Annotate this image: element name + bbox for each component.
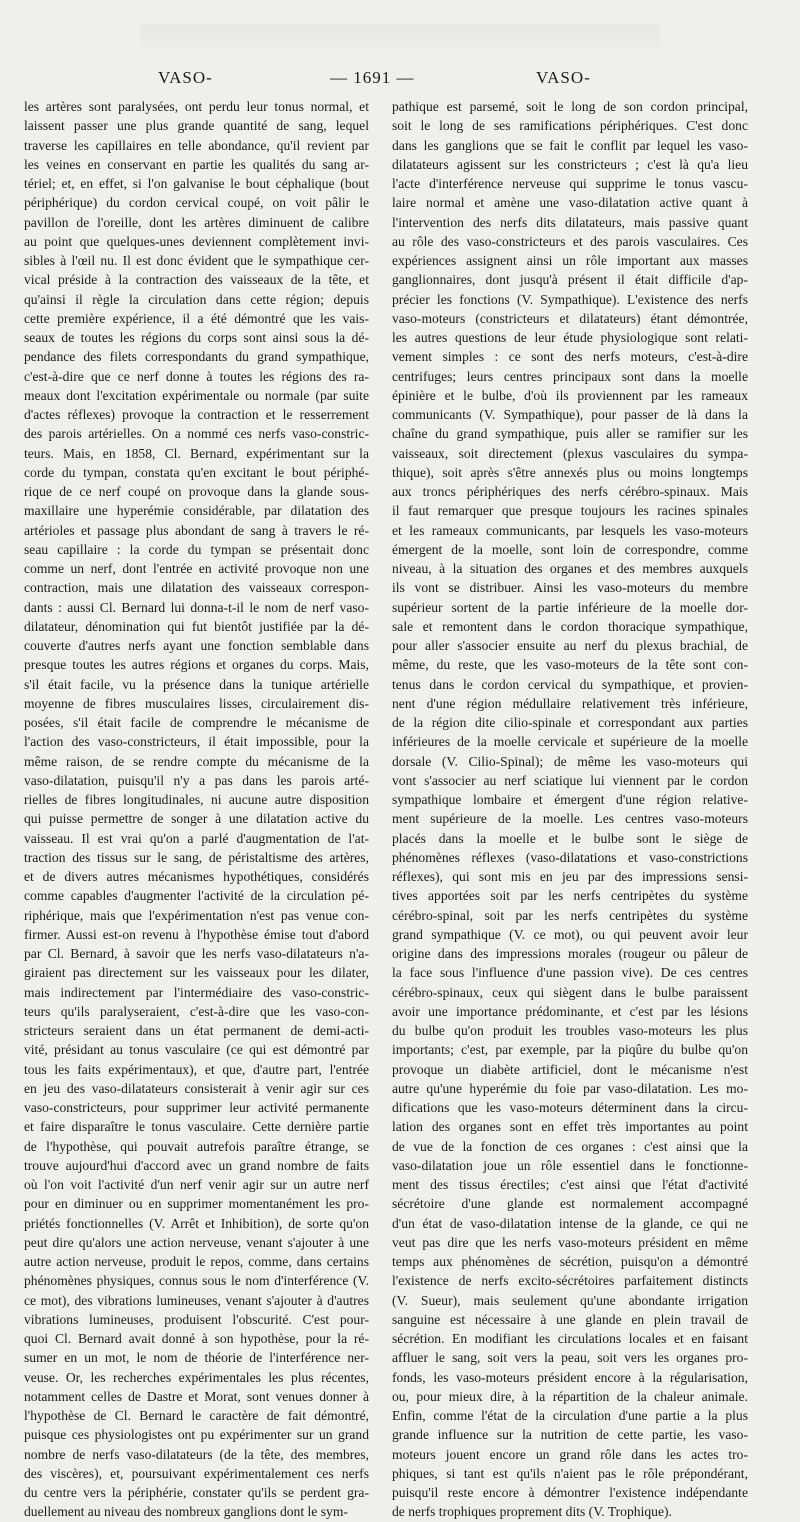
text-line: vement simples : ce sont des nerfs moteurs, c'est-à-dire xyxy=(392,349,748,365)
text-line: puisqu'il reste encore à démontrer l'existence indépendante xyxy=(392,1485,748,1500)
text-line: vaisseaux, soit directement (plexus vasculaires du sympa- xyxy=(392,445,748,461)
text-line: moyenne de fibres musculaires lisses, circulairement dis- xyxy=(24,695,369,711)
text-line: de vue de la fonction de ces organes : c'est ainsi que la xyxy=(392,1138,748,1154)
text-line: notamment celles de Dastre et Morat, sont venues donner à xyxy=(24,1388,369,1404)
text-line: ou, pour mieux dire, à la répartition de la chaleur animale. xyxy=(392,1388,748,1404)
text-line: rique de ce nerf coupé on provoque dans la glande sous- xyxy=(24,484,369,499)
text-line: et faire disparaître le tonus vasculaire. Cette dernière partie xyxy=(24,1119,369,1135)
text-line: tenus dans le cordon cervical du sympathique, et provien- xyxy=(392,676,748,692)
text-line: pour en diminuer ou en supprimer momentanément les pro- xyxy=(24,1196,369,1212)
text-line: dants : aussi Cl. Bernard lui donna-t-il le nom de nerf vaso- xyxy=(24,599,369,615)
right-column xyxy=(392,97,748,1522)
text-line: pavillon de l'oreille, dont les artères diminuent de calibre xyxy=(24,214,369,230)
text-line: sanguine est nécessaire à une glande en plein travail de xyxy=(392,1311,748,1327)
text-line: vical préside à la contraction des vaisseaux de la tête, et xyxy=(24,272,369,288)
text-line: même, du reste, que les vaso-moteurs de la tête sont con- xyxy=(392,657,748,673)
text-line: autre action nerveuse, produit le repos, comme, dans certains xyxy=(24,1254,369,1269)
text-line: vaso-dilatation, puisqu'il n'y a pas dans les parois arté- xyxy=(24,772,369,788)
text-line: ils vont se distribuer. Ainsi les vaso-moteurs du membre xyxy=(392,580,748,596)
text-line: teurs. Mais, en 1858, Cl. Bernard, expérimentant sur la xyxy=(24,445,369,461)
text-line: de l'hypothèse, qui pouvait autrefois paraître étrange, se xyxy=(24,1138,369,1154)
text-line: ment des tissus érectiles; c'est ainsi que l'état d'activité xyxy=(392,1177,748,1192)
bleed-through-header xyxy=(140,24,660,58)
text-line: sumer en un mot, le nom de théorie de l'interférence ner- xyxy=(24,1350,369,1366)
text-line: teurs qu'ils paralyseraient, c'est-à-dire que les vaso-con- xyxy=(24,1003,369,1019)
text-line: placés dans la moelle et le bulbe sont le siège de xyxy=(392,830,748,846)
text-line: autre qu'une hyperémie du foie par vaso-dilatation. Les mo- xyxy=(392,1080,748,1096)
text-line: des viscères), et, poursuivant expérimentalement ces nerfs xyxy=(24,1465,369,1481)
text-line: riphérique, mais que l'expérimentation n'est pas venue con- xyxy=(24,907,369,923)
text-line: priétés fonctionnelles (V. Arrêt et Inhibition), de sorte qu'on xyxy=(24,1215,369,1231)
text-line: meaux dont l'excitation expérimentale ou normale (par suite xyxy=(24,387,369,403)
text-line: quoi Cl. Bernard avait donné à son hypothèse, pour la ré- xyxy=(24,1331,369,1346)
text-line: périphérique) du cordon cervical coupé, on voit pâlir le xyxy=(24,195,369,211)
header-left-keyword: VASO- xyxy=(158,68,213,87)
text-line: puisque ces physiologistes ont pu expérimenter sur un grand xyxy=(24,1427,369,1443)
text-line: pathique est parsemé, soit le long de son cordon principal, xyxy=(392,99,748,114)
text-line: vaso-constricteurs, pour supprimer leur activité permanente xyxy=(24,1100,369,1115)
text-line: l'acte d'interférence nerveuse qui supprime le tonus vascu- xyxy=(392,176,748,191)
text-line: giraient pas directement sur les vaisseaux pour les dilater, xyxy=(24,965,369,981)
text-line: inférieures de la moelle cervicale et supérieure de la moelle xyxy=(392,734,748,750)
text-line: presque toutes les autres régions et organes du corps. Mais, xyxy=(24,657,369,673)
text-line: maxillaire une hyperémie considérable, par dilatation des xyxy=(24,503,369,519)
text-line: précier les fonctions (V. Sympathique). L'existence des nerfs xyxy=(392,291,748,307)
text-line: duellement au niveau des nombreux ganglions dont le sym- xyxy=(24,1504,348,1520)
text-line: ce mot), des vibrations lumineuses, venant s'ajouter à d'autres xyxy=(24,1292,369,1308)
text-line: ment supérieure de la moelle. Les centres vaso-moteurs xyxy=(392,811,748,827)
text-line: il faut remarquer que presque toujours les racines spinales xyxy=(392,503,748,519)
text-line: par Cl. Bernard, à savoir que les nerfs vaso-dilatateurs n'a- xyxy=(24,946,369,961)
text-line: mais indirectement par l'intermédiaire des vaso-constric- xyxy=(24,984,369,1000)
text-line: laire normal et amène une vaso-dilatation active quant à xyxy=(392,195,748,211)
text-line: cérébro-spinaux, ceux qui siègent dans le bulbe paraissent xyxy=(392,984,748,1000)
text-line: origine dans des impressions morales (rougeur ou pâleur de xyxy=(392,946,748,961)
text-line: où l'on voit l'activité d'un nerf venir agir sur un autre nerf xyxy=(24,1177,369,1192)
text-line: des parois artérielles. On a nommé ces nerfs vaso-constric- xyxy=(24,426,369,442)
text-line: fonds, les vaso-moteurs président encore à la régularisation, xyxy=(392,1369,748,1385)
text-line: dilatateurs agissent sur les constricteurs ; c'est là qu'a lieu xyxy=(392,156,748,172)
page-number: — 1691 — xyxy=(330,68,415,87)
text-line: nombre de nerfs vaso-dilatateurs (de la tête, des membres, xyxy=(24,1446,369,1462)
text-line: vaso-moteurs (constricteurs et dilatateurs) étant démontrée, xyxy=(392,310,748,326)
text-line: les veines en conservant en partie les qualités du sang ar- xyxy=(24,156,369,172)
text-line: Enfin, comme l'état de la circulation d'une partie a la plus xyxy=(392,1408,748,1423)
header-right-keyword: VASO- xyxy=(536,68,591,87)
text-line: veuse. Or, les recherches expérimentales les plus récentes, xyxy=(24,1369,369,1385)
text-line: avoir une importance prédominante, et c'est par les lésions xyxy=(392,1003,748,1019)
text-line: centrifuges; leurs centres principaux sont dans la moelle xyxy=(392,368,748,384)
text-line: traverse les capillaires en telle abondance, qu'il revient par xyxy=(24,137,369,153)
text-line: tériel; et, en effet, si l'on galvanise le bout céphalique (bout xyxy=(24,176,369,191)
text-line: niveau, à la situation des organes et des membres auxquels xyxy=(392,561,748,576)
text-line: provoque un diabète artificiel, dont le mécanisme n'est xyxy=(392,1061,748,1077)
text-line: l'hypothèse de Cl. Bernard le caractère de fait démontré, xyxy=(24,1408,369,1423)
text-line: au rôle des vaso-constricteurs et des parois vasculaires. Ces xyxy=(392,233,748,249)
text-line: au point que quelques-unes deviennent complètement invi- xyxy=(24,233,369,249)
text-line: comme un nerf, dont l'entrée en activité provoque non une xyxy=(24,561,369,576)
text-line: la face sous l'influence d'une passion vive). De ces centres xyxy=(392,965,748,981)
text-line: tives apportées soit par les nerfs centripètes du système xyxy=(392,888,748,904)
text-line: sale et remontent dans le cordon thoracique sympathique, xyxy=(392,618,748,634)
text-line: sibles à l'œil nu. Il est donc évident que le sympathique cer- xyxy=(24,253,369,268)
text-line: d'un état de vaso-dilatation intense de la glande, ce qui ne xyxy=(392,1215,748,1231)
text-line: seaux de toutes les régions du corps sont ainsi sous la dé- xyxy=(24,330,369,345)
text-line: communicants (V. Sympathique), pour passer de là dans la xyxy=(392,407,748,422)
text-line: veut pas dire que les nerfs vaso-moteurs président en même xyxy=(392,1234,748,1250)
text-line: thique), soit après s'être annexés plus ou moins longtemps xyxy=(392,464,748,480)
text-line: vaso-dilatation joue un rôle essentiel dans le fonctionne- xyxy=(392,1157,748,1173)
text-line: vont s'associer au nerf sciatique lui viennent par le cordon xyxy=(392,772,748,788)
text-line: sécrétion. En modifiant les circulations locales et en faisant xyxy=(392,1331,748,1346)
text-line: comme capables d'augmenter l'activité de la circulation pé- xyxy=(24,888,369,904)
text-line: l'intervention des nerfs dits dilatateurs, mais passive quant xyxy=(392,214,748,230)
text-line: artérioles et passage plus abondant de sang à travers le ré- xyxy=(24,522,369,538)
text-line: laissent passer une plus grande quantité de sang, lequel xyxy=(24,118,369,134)
text-line: temps aux phénomènes de sécrétion, puisqu'on a démontré xyxy=(392,1254,748,1269)
text-line: phénomènes réflexes (vaso-dilatations et vaso-constrictions xyxy=(392,849,748,865)
text-line: s'il était facile, vu la présence dans la tunique artérielle xyxy=(24,676,369,692)
text-line: même raison, de se rendre compte du mécanisme de la xyxy=(24,753,369,769)
text-line: dorsale (V. Cilio-Spinal); de même les vaso-moteurs qui xyxy=(392,753,748,769)
text-line: soit le long de ses ramifications périphériques. C'est donc xyxy=(392,118,748,134)
text-line: sécrétoire d'une glande est normalement accompagné xyxy=(392,1196,748,1212)
text-line: qui puisse permettre de songer à une dilatation active du xyxy=(24,811,369,827)
text-line: réflexes), qui sont mis en jeu par des impressions sensi- xyxy=(392,869,748,884)
running-header xyxy=(0,64,800,96)
text-line: vibrations lumineuses, produisent l'obscurité. C'est pour- xyxy=(24,1311,369,1327)
text-line: posées, s'il était facile de comprendre le mécanisme de xyxy=(24,715,369,730)
text-line: peut dire qu'alors une action nerveuse, venant s'ajouter à une xyxy=(24,1234,369,1250)
text-line: expériences assignent ainsi un rôle important aux masses xyxy=(392,253,748,268)
text-line: phiques, si tant est qu'ils n'aient pas le rôle prépondérant, xyxy=(392,1465,748,1481)
text-line: les autres questions de leur étude physiologique sont relati- xyxy=(392,330,748,345)
text-line: corde du tympan, constata qu'en excitant le bout périphé- xyxy=(24,464,369,480)
text-line: émergent de la moelle, sont loin de correspondre, comme xyxy=(392,541,748,557)
left-column xyxy=(24,97,369,1522)
text-line: du centre vers la périphérie, constater qu'ils se perdent gra- xyxy=(24,1485,369,1500)
text-line: cette première expérience, il a été démontré que les vais- xyxy=(24,310,369,326)
text-line: épinière et le bulbe, d'où ils proviennent par les rameaux xyxy=(392,387,748,403)
text-line: firmer. Aussi est-on revenu à l'hypothèse émise tout d'abord xyxy=(24,926,369,942)
text-line: cérébro-spinal, soit par les nerfs centripètes du système xyxy=(392,907,748,923)
text-line: lation des organes sont en effet très importantes au point xyxy=(392,1119,748,1135)
text-line: l'existence de nerfs excito-sécrétoires parfaitement distincts xyxy=(392,1273,748,1289)
text-line: grand sympathique (V. ce mot), ou qui peuvent avoir leur xyxy=(392,926,748,942)
text-line: aux troncs périphériques des nerfs cérébro-spinaux. Mais xyxy=(392,484,748,499)
text-line: sympathique lombaire et émergent d'une région relative- xyxy=(392,792,748,807)
text-line: affluer le sang, soit vers la peau, soit vers les organes pro- xyxy=(392,1350,748,1366)
text-line: l'action des vaso-constricteurs, il était impossible, pour la xyxy=(24,734,369,750)
text-line: de la région dite cilio-spinale et correspondant aux parties xyxy=(392,715,748,730)
text-line: c'est-à-dire que ce nerf donne à toutes les régions des ra- xyxy=(24,368,369,384)
text-line: supérieur sortent de la partie inférieure de la moelle dor- xyxy=(392,599,748,615)
text-line: moteurs jouent encore un grand rôle dans les actes tro- xyxy=(392,1446,748,1462)
text-line: dilatateur, dénomination qui fut bientôt justifiée par la dé- xyxy=(24,618,369,634)
text-line: importants; c'est, par exemple, par la piqûre du bulbe qu'on xyxy=(392,1042,748,1058)
text-line: pendance des filets correspondants du grand sympathique, xyxy=(24,349,369,365)
text-line: d'actes réflexes) provoque la contraction et le resserrement xyxy=(24,407,369,422)
text-line: qu'ainsi il règle la circulation dans cette région; depuis xyxy=(24,291,369,307)
text-line: (V. Sueur), mais seulement qu'une abondante irrigation xyxy=(392,1292,748,1308)
text-line: nent d'une région médullaire relativement très inférieure, xyxy=(392,695,748,711)
text-line: couverte d'autres nerfs ayant une fonction semblable dans xyxy=(24,638,369,653)
text-line: vaisseau. Il est vrai qu'on a parlé d'augmentation de l'at- xyxy=(24,830,369,846)
text-line: ganglionnaires, dont jusqu'à présent il était difficile d'ap- xyxy=(392,272,748,288)
text-line: seau capillaire : la corde du tympan se présentait donc xyxy=(24,541,369,557)
text-line: les artères sont paralysées, ont perdu leur tonus normal, et xyxy=(24,99,369,114)
text-line: tous les faits expérimentaux), et que, d'autre part, l'entrée xyxy=(24,1061,369,1077)
text-line: en jeu des vaso-dilatateurs consisterait à venir agir sur ces xyxy=(24,1080,369,1096)
text-line: contraction, mais une dilatation des vaisseaux correspon- xyxy=(24,580,369,596)
text-line: difications que les vaso-moteurs déterminent dans la circu- xyxy=(392,1100,748,1115)
text-line: du bulbe qu'on produit les troubles vaso-moteurs les plus xyxy=(392,1023,748,1038)
text-line: et de divers autres mécanismes hypothétiques, considérés xyxy=(24,869,369,884)
text-line: phénomènes physiques, connus sous le nom d'interférence (V. xyxy=(24,1273,369,1289)
text-line: et les rameaux communicants, par lesquels les vaso-moteurs xyxy=(392,522,748,538)
text-line: pour aller s'associer ensuite au nerf du plexus brachial, de xyxy=(392,638,748,653)
text-line: de nerfs trophiques proprement dits (V. Trophique). xyxy=(392,1504,672,1520)
text-line: traction des tissus sur le sang, de péristaltisme des artères, xyxy=(24,849,369,865)
text-line: rielles de fibres longitudinales, ni aucune autre disposition xyxy=(24,792,369,807)
text-line: stricteurs seraient dans un état permanent de demi-acti- xyxy=(24,1023,369,1038)
text-line: trouve aujourd'hui d'accord avec un grand nombre de faits xyxy=(24,1157,369,1173)
text-line: dans les ganglions que se fait le conflit par lequel les vaso- xyxy=(392,137,748,153)
text-line: vité, présidant au tonus vasculaire (ce qui est démontré par xyxy=(24,1042,369,1058)
text-line: chaîne du grand sympathique, puis aller se ramifier sur les xyxy=(392,426,748,442)
text-line: grande influence sur la nutrition de cette partie, les vaso- xyxy=(392,1427,748,1443)
